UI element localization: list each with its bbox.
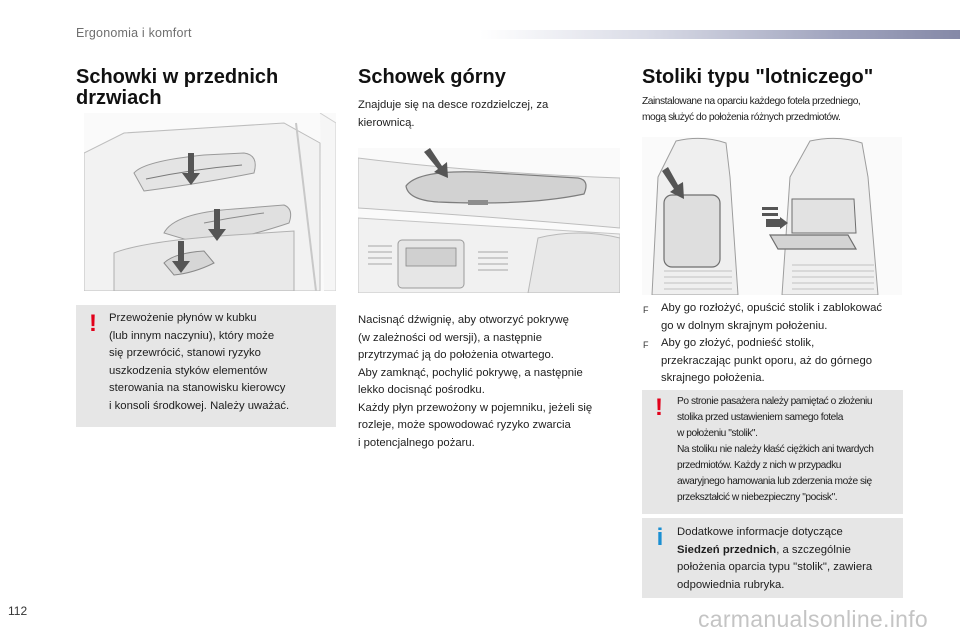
- exclamation-icon: !: [655, 394, 663, 421]
- text-line: uszkodzenia styków elementów: [109, 364, 268, 377]
- section-title-upper-storage: Schowek górny: [358, 66, 506, 88]
- text-line: rozleje, może spowodować ryzyko zwarcia: [358, 419, 571, 431]
- text-line: się przewrócić, stanowi ryzyko: [109, 347, 261, 359]
- text-line: Znajduje się na desce rozdzielczej, za: [358, 99, 549, 111]
- text-line: [677, 542, 901, 560]
- text-line: awaryjnego hamowania lub zderzenia może się: [677, 476, 872, 487]
- text-line: stolika przed ustawieniem samego fotela: [677, 412, 843, 423]
- text-line: Na stoliku nie należy kłaść ciężkich ani twardych: [677, 444, 874, 455]
- text-line: i konsoli środkowej. Należy uważać.: [109, 399, 290, 412]
- page-number: 112: [8, 604, 28, 618]
- exclamation-icon: !: [89, 310, 97, 337]
- text-fragment: , a szczególnie: [776, 543, 851, 556]
- text-line: i potencjalnego pożaru.: [358, 436, 475, 449]
- text-line: przedmiotów. Każdy z nich w przypadku: [677, 460, 841, 471]
- info-box-right: [642, 518, 903, 598]
- warning-text: [109, 310, 334, 415]
- text-line: przekraczając punkt oporu, aż do górnego: [661, 354, 873, 367]
- info-text: [677, 524, 901, 594]
- info-icon: i: [656, 524, 664, 551]
- warning-box-left: [76, 305, 336, 427]
- dashboard-storage-illustration: [358, 148, 620, 293]
- text-line: Przewożenie płynów w kubku: [109, 312, 257, 324]
- bullet-marker: F: [643, 305, 649, 315]
- warning-text: [677, 394, 902, 506]
- text-line: odpowiednia rubryka.: [677, 578, 785, 591]
- text-line: położenia oparcia typu "stolik", zawiera: [677, 561, 873, 573]
- bullet-fold: [661, 335, 916, 388]
- section-title-line: Schowki w przednich: [76, 66, 279, 88]
- bold-reference: Siedzeń przednich: [677, 543, 777, 556]
- text-line: go w dolnym skrajnym położeniu.: [661, 319, 828, 332]
- upper-storage-intro: [358, 97, 618, 132]
- bullet-unfold: [661, 300, 916, 335]
- text-line: Zainstalowane na oparciu każdego fotela przedniego,: [642, 96, 861, 107]
- text-line: Po stronie pasażera należy pamiętać o złożeniu: [677, 396, 873, 407]
- text-line: przytrzymać ją do położenia otwartego.: [358, 349, 554, 361]
- text-line: Aby go złożyć, podnieść stolik,: [661, 337, 815, 349]
- text-line: Dodatkowe informacje dotyczące: [677, 526, 843, 538]
- text-line: skrajnego położenia.: [661, 372, 765, 384]
- text-line: Nacisnąć dźwignię, aby otworzyć pokrywę: [358, 314, 569, 326]
- seat-table-illustration: [642, 137, 902, 295]
- door-storage-illustration: [84, 113, 336, 291]
- section-title-airplane-tables: Stoliki typu "lotniczego": [642, 66, 874, 88]
- header-gradient-bar: [480, 30, 960, 39]
- section-title-line: drzwiach: [76, 87, 162, 109]
- text-line: lekko docisnąć pośrodku.: [358, 384, 485, 396]
- text-line: w położeniu "stolik".: [677, 428, 758, 439]
- upper-storage-instructions: [358, 312, 622, 452]
- text-line: przekształcić w niebezpieczny "pocisk".: [677, 492, 838, 503]
- chapter-title: Ergonomia i komfort: [76, 26, 192, 40]
- text-line: Każdy płyn przewożony w pojemniku, jeżeli się: [358, 401, 593, 414]
- text-line: Aby go rozłożyć, opuścić stolik i zablokować: [661, 302, 883, 314]
- text-line: mogą służyć do położenia różnych przedmiotów.: [642, 112, 841, 123]
- watermark: carmanualsonline.info: [697, 606, 928, 632]
- text-line: (w zależności od wersji), a następnie: [358, 331, 542, 344]
- text-line: Aby zamknąć, pochylić pokrywę, a następnie: [358, 366, 583, 379]
- airplane-tables-intro: [642, 94, 912, 126]
- text-line: (lub innym naczyniu), który może: [109, 329, 275, 342]
- section-title-door-storage: [76, 67, 278, 109]
- text-line: kierownicą.: [358, 116, 415, 129]
- text-line: sterowania na stanowisku kierowcy: [109, 382, 286, 394]
- bullet-marker: F: [643, 340, 649, 350]
- warning-box-right: [642, 390, 903, 514]
